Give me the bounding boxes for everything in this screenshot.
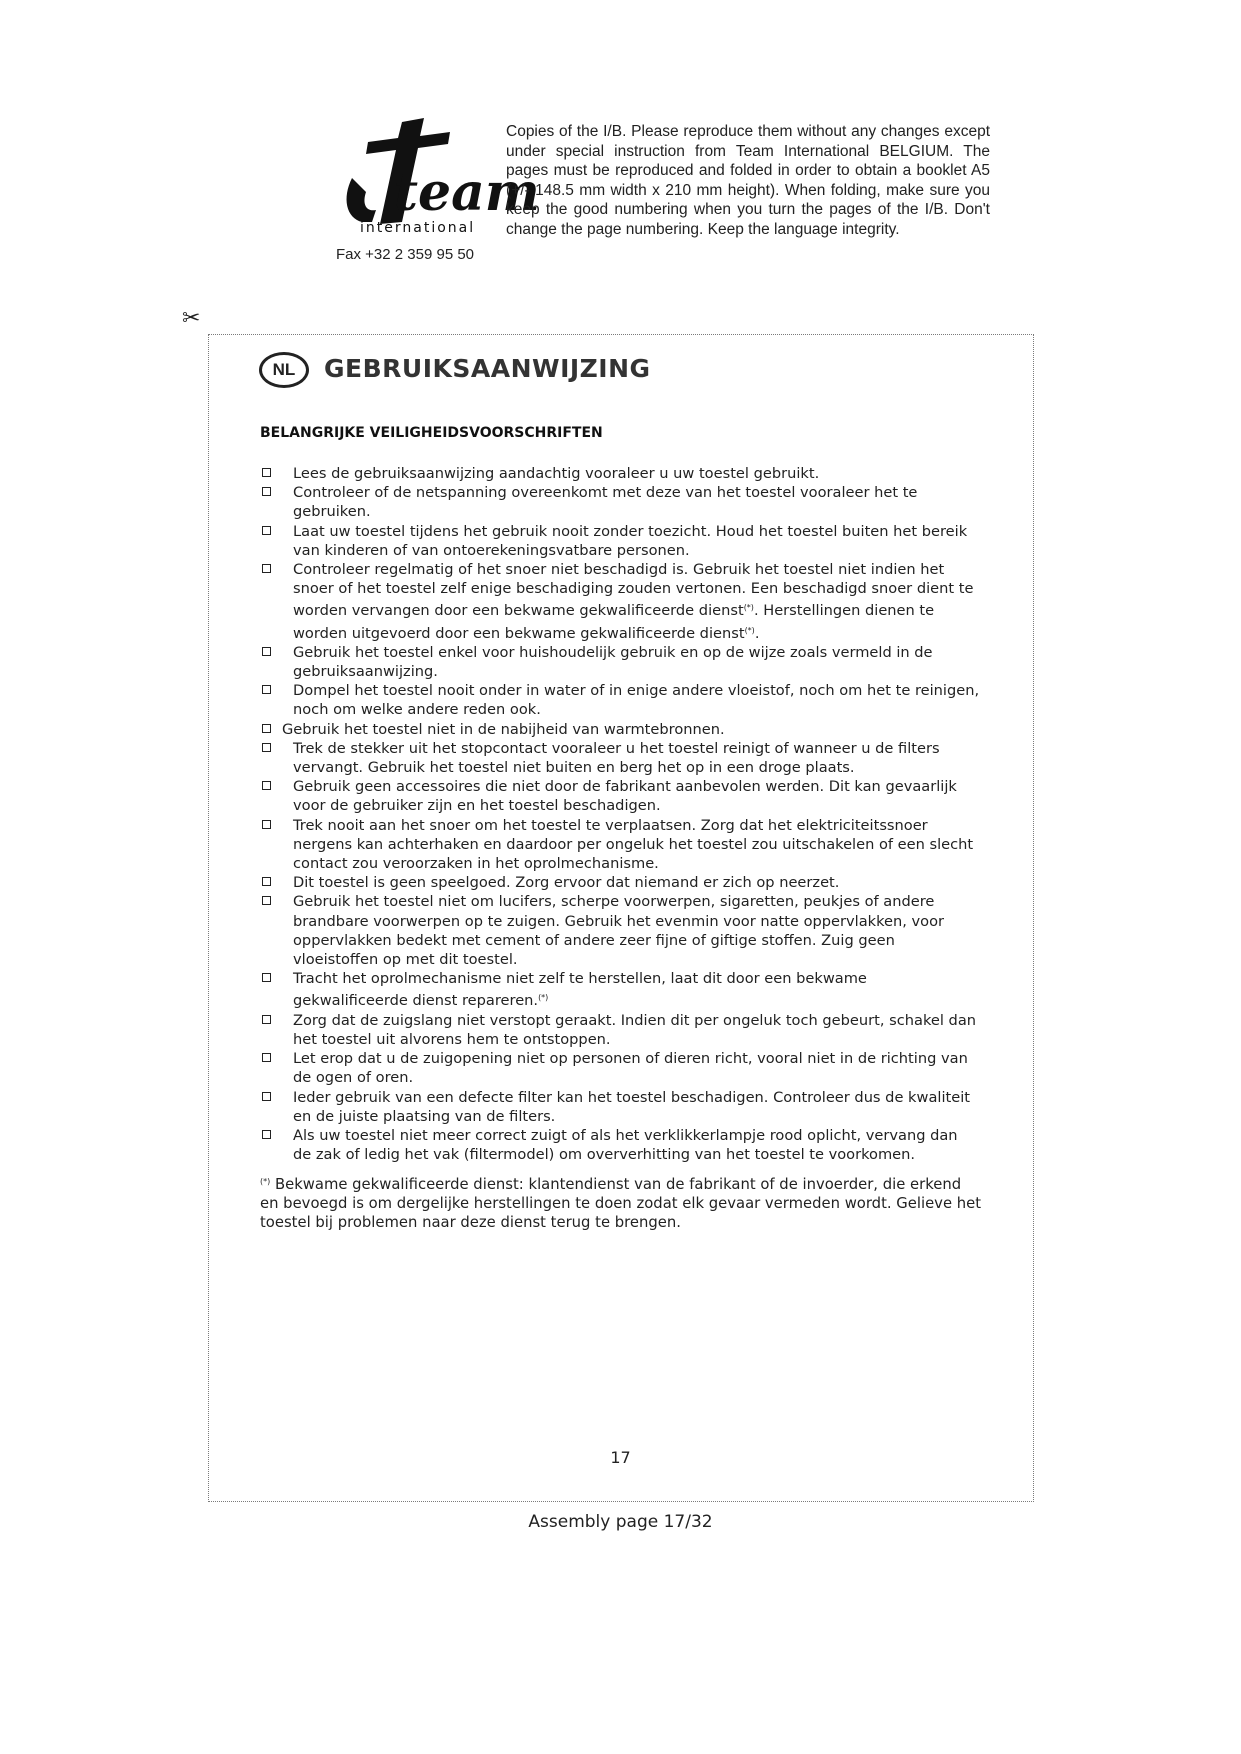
page-number: 17 [610, 1448, 631, 1467]
checkbox-bullet-icon [262, 647, 271, 656]
safety-rule [260, 816, 980, 874]
footnote [260, 1172, 982, 1233]
checkbox-bullet-icon [262, 487, 271, 496]
safety-rule [260, 522, 980, 560]
safety-rule [260, 1011, 980, 1049]
checkbox-bullet-icon [262, 724, 271, 733]
team-logo-mark [332, 118, 540, 226]
safety-rule-text: Ieder gebruik van een defecte filter kan het toestel beschadigen. Controleer dus de kwaliteit en de juiste plaatsing van de filters. [293, 1088, 970, 1125]
safety-rule-text: Controleer of de netspanning overeenkomt met deze van het toestel vooraleer het te gebruiken. [293, 484, 918, 521]
safety-rule-text: Laat uw toestel tijdens het gebruik nooit zonder toezicht. Houd het toestel buiten het bereik van kinderen of van ontoerekeningsvatbare personen. [293, 522, 968, 559]
safety-rule [260, 1088, 980, 1126]
checkbox-bullet-icon [262, 468, 271, 477]
assembly-page: Assembly page 17/32 [528, 1512, 713, 1532]
safety-rule [260, 1126, 980, 1164]
safety-rule [260, 739, 980, 777]
language-badge: NL [259, 352, 309, 388]
reproduction-instructions: Copies of the I/B. Please reproduce them without any changes except under special instruction from Team International BELGIUM. The pages must be reproduced and folded in order to obtain a booklet A5 (+/- 148.5 mm width x 210 mm height). When folding, make sure you keep the good numbering when you turn the pages of the I/B. Don't change the page numbering. Keep the language integrity. [506, 123, 990, 238]
safety-rule [260, 483, 980, 521]
safety-rule-text: Lees de gebruiksaanwijzing aandachtig vooraleer u uw toestel gebruikt. [293, 465, 820, 482]
safety-rule [260, 873, 980, 892]
checkbox-bullet-icon [262, 685, 271, 694]
safety-rule [260, 464, 980, 483]
safety-rule-text: Dompel het toestel nooit onder in water of in enige andere vloeistof, noch om het te reinigen, noch om welke andere reden ook. [293, 682, 980, 719]
checkbox-bullet-icon [262, 1053, 271, 1062]
safety-rule-text: Tracht het oprolmechanisme niet zelf te herstellen, laat dit door een bekwame gekwalificeerde dienst repareren.(*) [293, 970, 867, 1010]
checkbox-bullet-icon [262, 896, 271, 905]
safety-rule [260, 892, 980, 969]
safety-rule [260, 681, 980, 719]
safety-rule [260, 560, 980, 643]
section-title: BELANGRIJKE VEILIGHEIDSVOORSCHRIFTEN [260, 425, 603, 441]
safety-rule [260, 969, 980, 1010]
safety-rule-text: Trek de stekker uit het stopcontact vooraleer u het toestel reinigt of wanneer u de filters vervangt. Gebruik het toestel niet buiten en berg het op in een droge plaats. [293, 739, 940, 777]
document-title: GEBRUIKSAANWIJZING [324, 354, 651, 383]
checkbox-bullet-icon [262, 743, 271, 752]
safety-rule-text: Gebruik het toestel enkel voor huishoudelijk gebruik en op de wijze zoals vermeld in de gebruiksaanwijzing. [293, 643, 933, 681]
checkbox-bullet-icon [262, 1092, 271, 1101]
logo-wordmark: team [394, 162, 540, 223]
footnote-marker: (*) [260, 1177, 271, 1186]
safety-rule-text: Als uw toestel niet meer correct zuigt of als het verklikkerlampje rood oplicht, vervang dan de zak of ledig het vak (filtermodel) om oververhitting van het toestel te voorkomen. [293, 1126, 958, 1164]
team-international-logo [330, 118, 540, 246]
safety-rule [260, 720, 980, 739]
safety-rule-text: Controleer regelmatig of het snoer niet beschadigd is. Gebruik het toestel niet indien het snoer of het toestel zelf enige beschadiging zouden vertonen. Een beschadigd snoer dient te worden vervangen door een bekwame gekwalificeerde dienst(*). Herstellingen dienen te worden uitgevoerd door een bekwame gekwalificeerde dienst(*). [293, 561, 974, 642]
safety-rule-text: Zorg dat de zuigslang niet verstopt geraakt. Indien dit per ongeluk toch gebeurt, schakel dan het toestel uit alvorens hem te ontstoppen. [293, 1011, 977, 1048]
footnote-text: Bekwame gekwalificeerde dienst: klantendienst van de fabrikant of de invoerder, die erkend en bevoegd is om dergelijke herstellingen te doen zodat elk gevaar vermeden wordt. Gelieve het toestel bij problemen naar deze dienst terug te brengen. [260, 1176, 982, 1232]
safety-rules-list [260, 464, 980, 1164]
checkbox-bullet-icon [262, 820, 271, 829]
checkbox-bullet-icon [262, 1130, 271, 1139]
fax-number: Fax +32 2 359 95 50 [336, 246, 475, 263]
safety-rule [260, 643, 980, 681]
safety-rule-text: Dit toestel is geen speelgoed. Zorg ervoor dat niemand er zich op neerzet. [293, 874, 840, 892]
safety-rule-text: Trek nooit aan het snoer om het toestel te verplaatsen. Zorg dat het elektriciteitssnoer nergens kan achterhaken en daardoor per ongeluk het toestel zou uitschakelen of een slecht contact zou veroorzaken in het oprolmechanisme. [293, 816, 974, 873]
checkbox-bullet-icon [262, 1015, 271, 1024]
safety-rule-text: Gebruik het toestel niet in de nabijheid van warmtebronnen. [282, 720, 725, 738]
checkbox-bullet-icon [262, 526, 271, 535]
safety-rule-text: Gebruik geen accessoires die niet door de fabrikant aanbevolen werden. Dit kan gevaarlijk voor de gebruiker zijn en het toestel beschadigen. [293, 778, 957, 815]
logo-subtext: international [360, 220, 476, 236]
safety-rule-text: Let erop dat u de zuigopening niet op personen of dieren richt, vooral niet in de richting van de ogen of oren. [293, 1050, 968, 1087]
checkbox-bullet-icon [262, 781, 271, 790]
safety-rule [260, 777, 980, 815]
safety-rule [260, 1049, 980, 1087]
scissors-icon: ✂ [182, 306, 201, 331]
checkbox-bullet-icon [262, 564, 271, 573]
checkbox-bullet-icon [262, 973, 271, 982]
checkbox-bullet-icon [262, 877, 271, 886]
safety-rule-text: Gebruik het toestel niet om lucifers, scherpe voorwerpen, sigaretten, peukjes of andere brandbare voorwerpen op te zuigen. Gebruik het evenmin voor natte oppervlakken, voor oppervlakken bedekt met cement of andere zeer fijne of giftige stoffen. Zuig geen vloeistoffen op met dit toestel. [293, 893, 945, 969]
